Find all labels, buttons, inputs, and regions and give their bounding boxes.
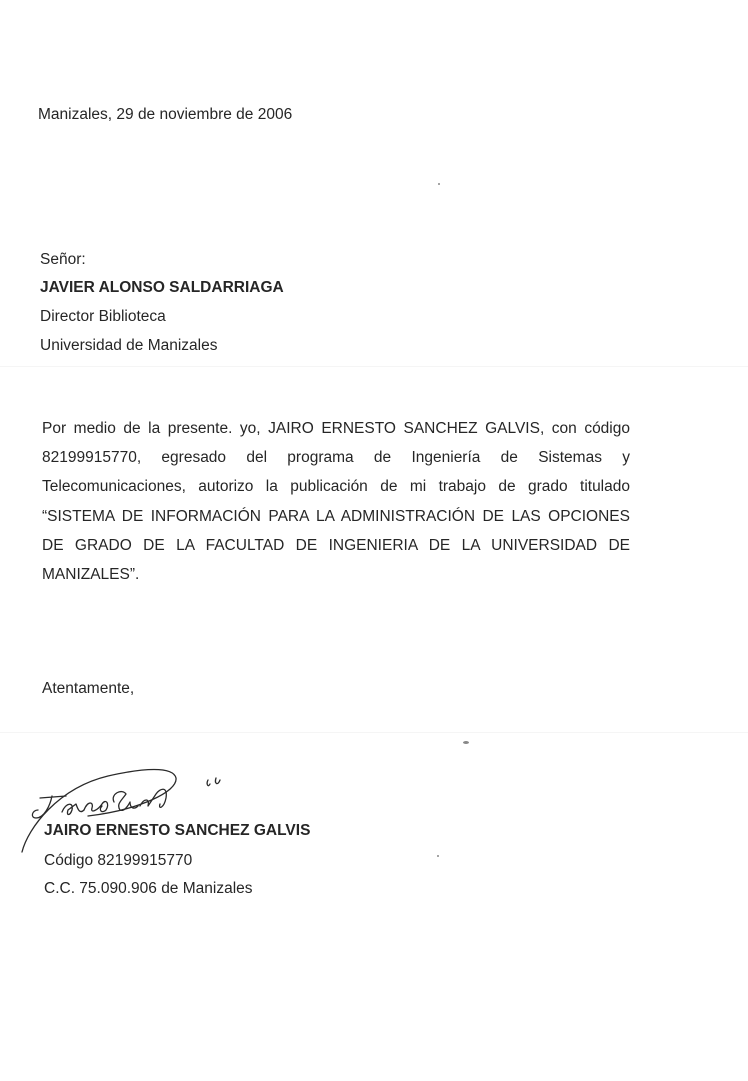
signer-code: Código 82199915770 xyxy=(44,852,193,869)
recipient-organization: Universidad de Manizales xyxy=(40,337,218,354)
fold-line xyxy=(0,366,748,367)
place-date: Manizales, 29 de noviembre de 2006 xyxy=(38,106,293,123)
fold-line xyxy=(0,732,748,733)
salutation: Señor: xyxy=(40,251,86,268)
handwritten-signature xyxy=(18,758,238,858)
scan-speck xyxy=(437,855,439,857)
closing: Atentamente, xyxy=(42,680,135,697)
signer-id: C.C. 75.090.906 de Manizales xyxy=(44,880,253,897)
scan-speck xyxy=(463,741,469,744)
scan-speck xyxy=(438,183,440,185)
recipient-title: Director Biblioteca xyxy=(40,308,166,325)
recipient-name: JAVIER ALONSO SALDARRIAGA xyxy=(40,279,284,296)
signer-name: JAIRO ERNESTO SANCHEZ GALVIS xyxy=(44,822,311,839)
letter-body: Por medio de la presente. yo, JAIRO ERNESTO SANCHEZ GALVIS, con código 82199915770, egresado del programa de Ingeniería de Sistemas y Telecomunicaciones, autorizo la publicación de mi trabajo de grado titulado “SISTEMA DE INFORMACIÓN PARA LA ADMINISTRACIÓN DE LAS OPCIONES DE GRADO DE LA FACULTAD DE INGENIERIA DE LA UNIVERSIDAD DE MANIZALES”. xyxy=(42,420,630,584)
